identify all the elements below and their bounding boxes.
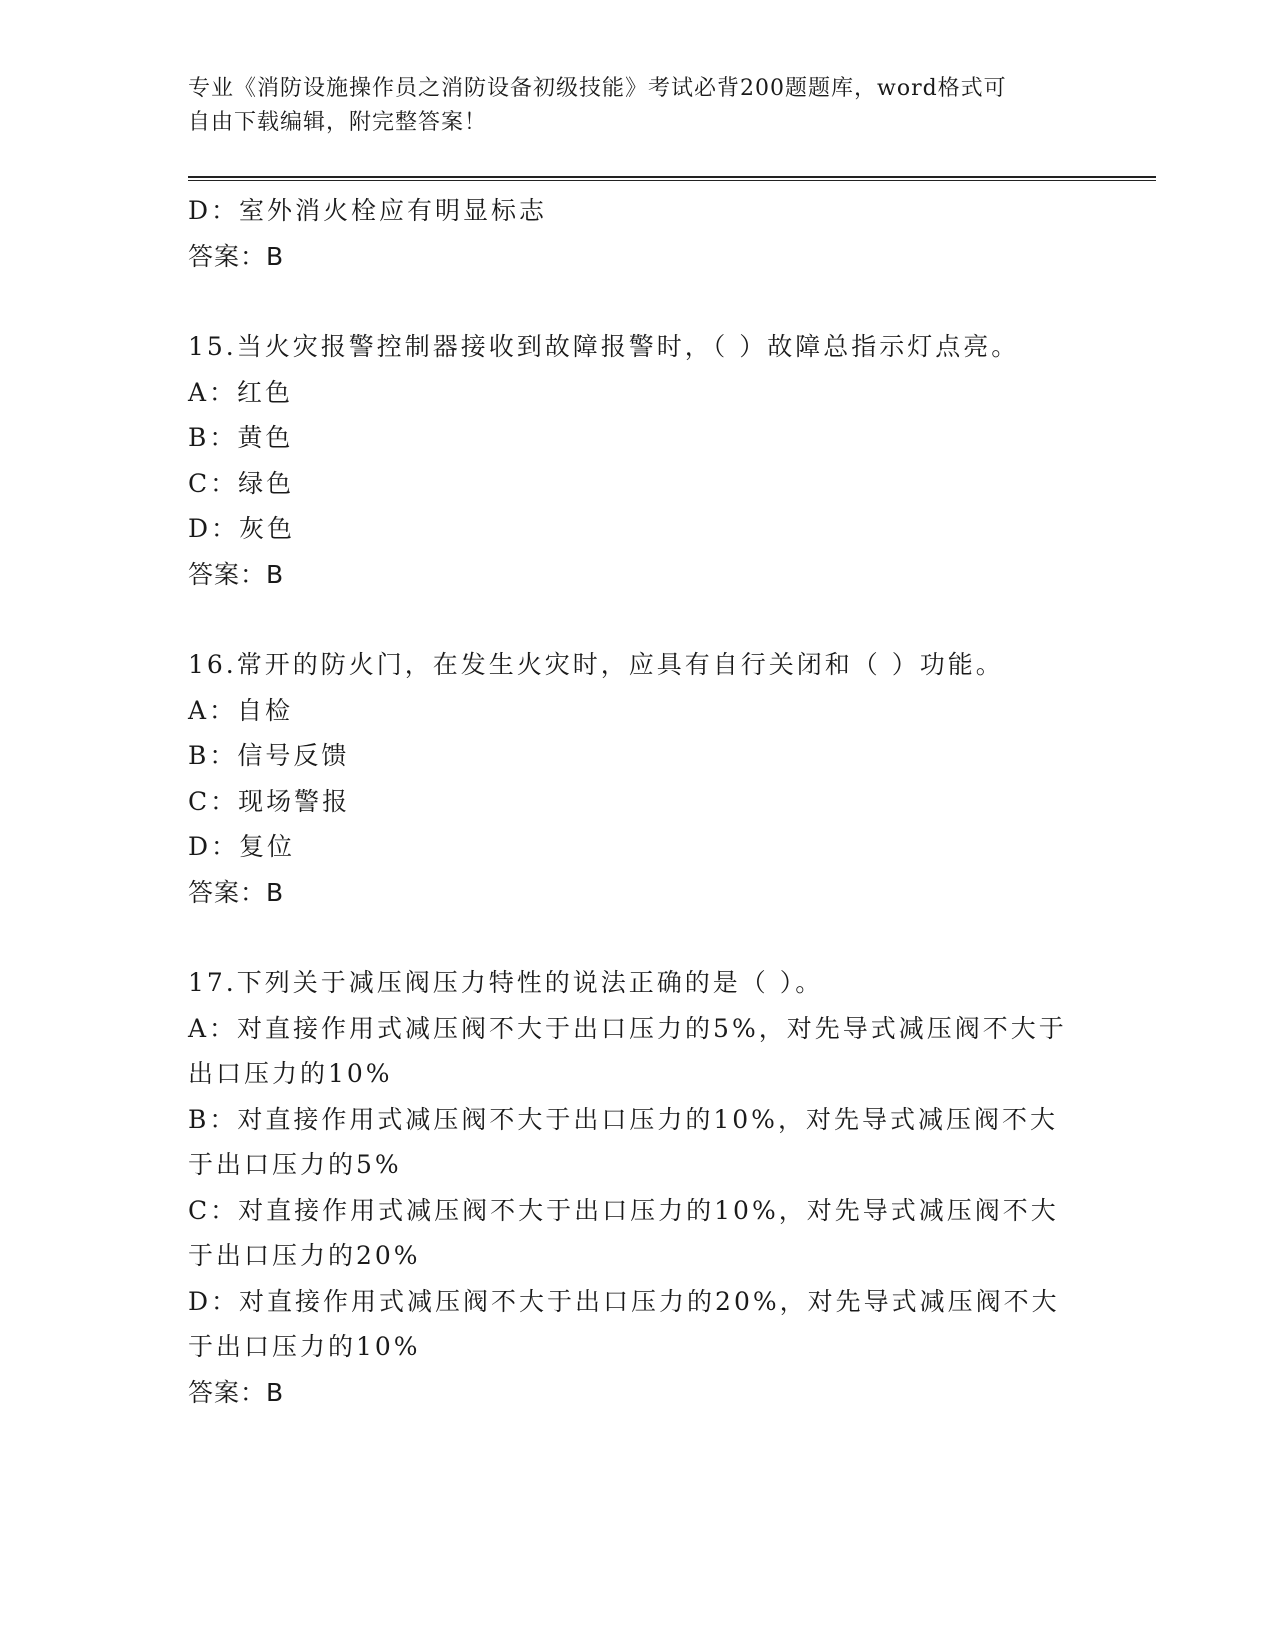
question-stem: 17.下列关于减压阀压力特性的说法正确的是（ ）。 bbox=[188, 968, 824, 997]
answer-label: 答案：B bbox=[188, 1377, 285, 1407]
question-stem: 15.当火灾报警控制器接收到故障报警时，（ ）故障总指示灯点亮。 bbox=[188, 332, 1020, 361]
option-c-line-2: 于出口压力的20% bbox=[188, 1241, 421, 1270]
option-b: B：信号反馈 bbox=[188, 741, 350, 770]
option-a-line-1: A：对直接作用式减压阀不大于出口压力的5%，对先导式减压阀不大于 bbox=[188, 1013, 1067, 1043]
answer-label: 答案：B bbox=[188, 877, 285, 907]
question-15 bbox=[188, 324, 1088, 597]
question-stem: 16.常开的防火门，在发生火灾时，应具有自行关闭和（ ）功能。 bbox=[188, 650, 1004, 679]
option-b: B：黄色 bbox=[188, 423, 294, 452]
page-header bbox=[188, 72, 1068, 140]
option-d: D：室外消火栓应有明显标志 bbox=[188, 196, 548, 225]
question-17 bbox=[188, 960, 1088, 1415]
option-b-line-1: B：对直接作用式减压阀不大于出口压力的10%，对先导式减压阀不大 bbox=[188, 1104, 1058, 1134]
option-c: C：绿色 bbox=[188, 468, 295, 498]
option-d-line-1: D：对直接作用式减压阀不大于出口压力的20%，对先导式减压阀不大 bbox=[188, 1286, 1060, 1316]
option-d-line-2: 于出口压力的10% bbox=[188, 1332, 421, 1361]
option-d: D：复位 bbox=[188, 832, 296, 861]
option-c-line-1: C：对直接作用式减压阀不大于出口压力的10%，对先导式减压阀不大 bbox=[188, 1195, 1059, 1225]
header-line-2: 自由下载编辑，附完整答案！ bbox=[188, 110, 488, 135]
option-a: A：自检 bbox=[188, 695, 294, 725]
answer-label: 答案：B bbox=[188, 559, 285, 589]
header-divider bbox=[188, 176, 1156, 182]
option-b-line-2: 于出口压力的5% bbox=[188, 1150, 402, 1179]
question-content bbox=[188, 188, 1088, 1415]
answer-label: 答案：B bbox=[188, 241, 285, 271]
question-16 bbox=[188, 642, 1088, 915]
option-a-line-2: 出口压力的10% bbox=[188, 1059, 393, 1088]
option-a: A：红色 bbox=[188, 377, 294, 407]
option-d: D：灰色 bbox=[188, 514, 296, 543]
option-c: C：现场警报 bbox=[188, 786, 351, 816]
header-line-1: 专业《消防设施操作员之消防设备初级技能》考试必背200题题库，word格式可 bbox=[188, 76, 1007, 101]
